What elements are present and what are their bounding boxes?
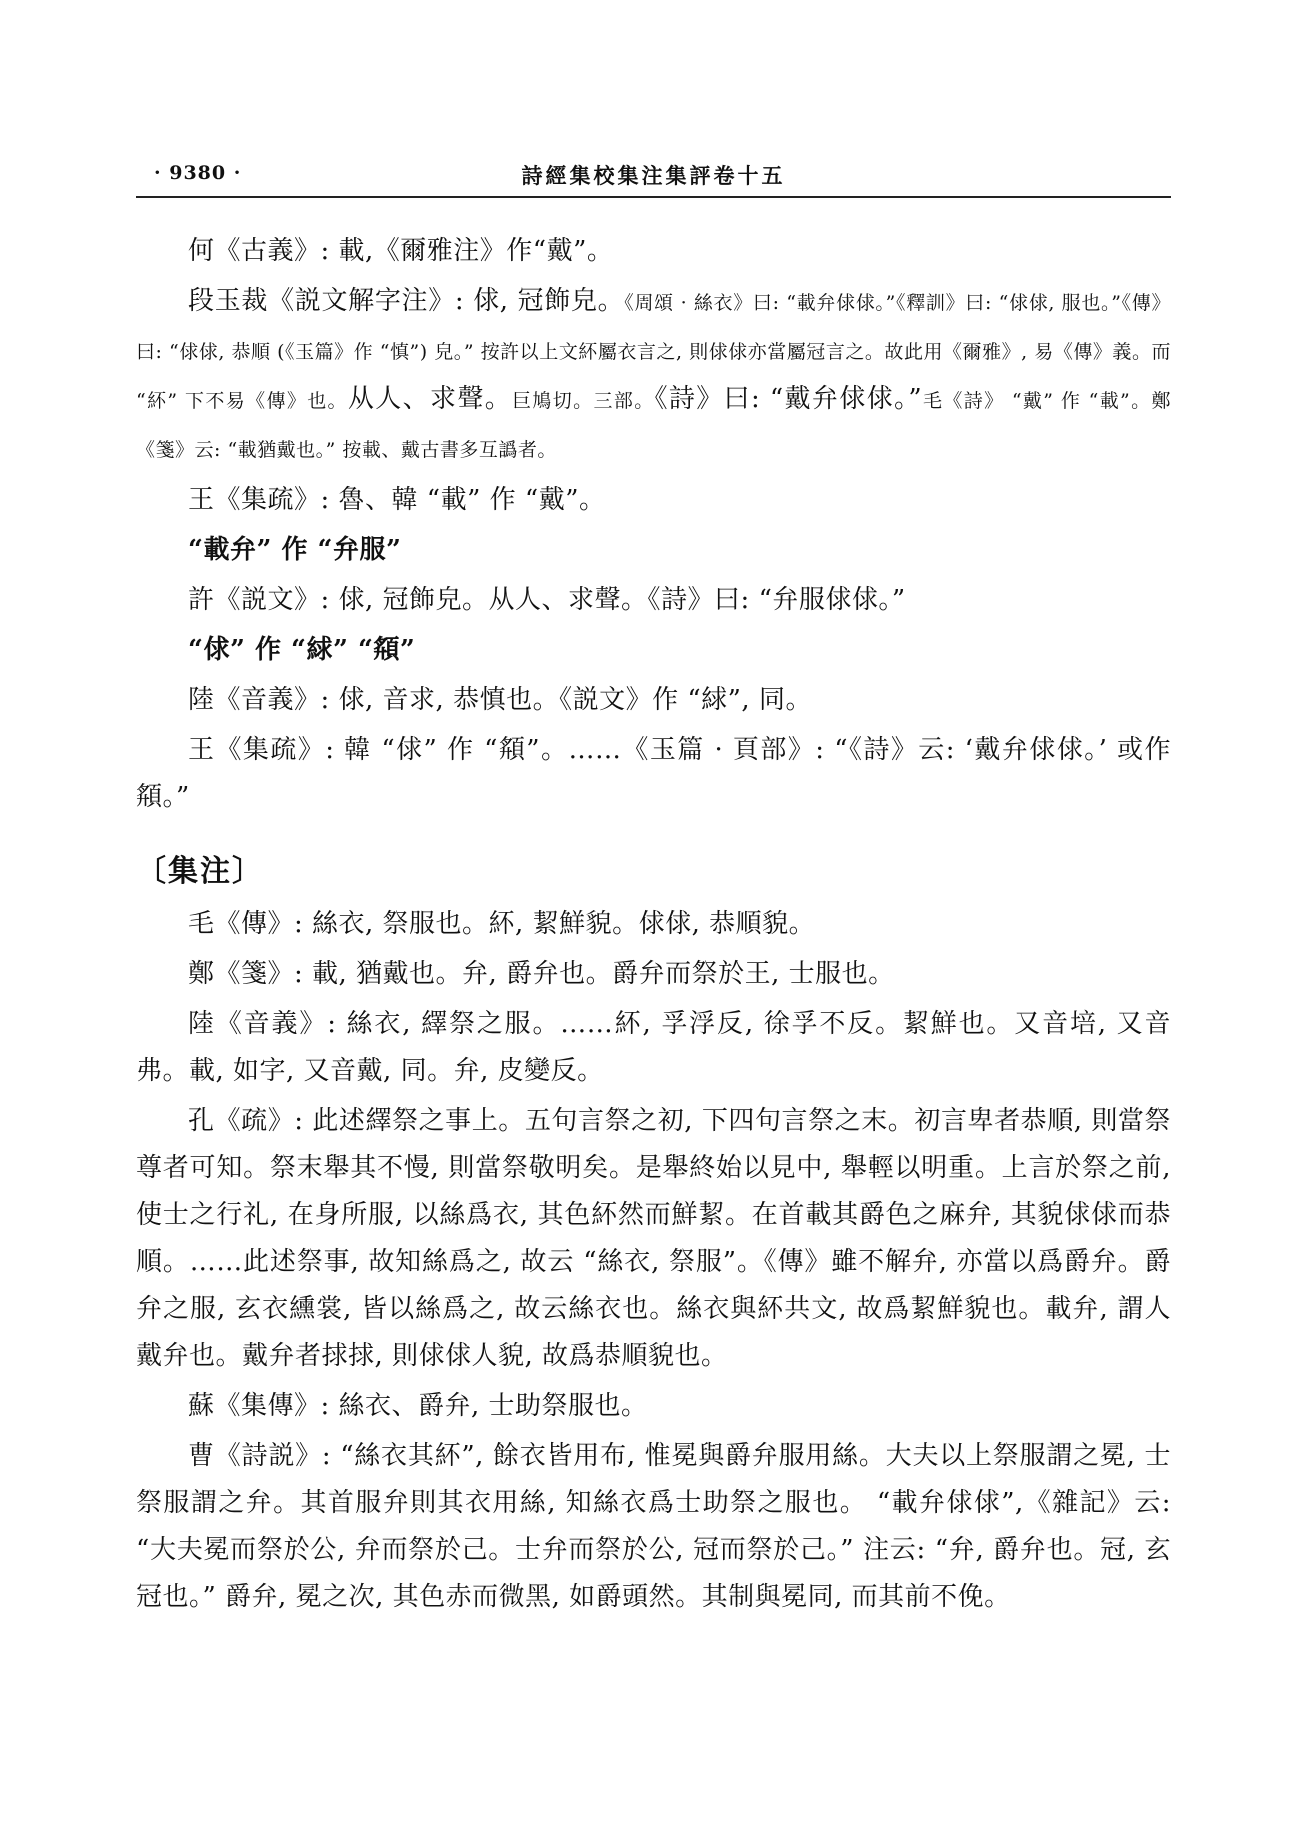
paragraph: 王《集疏》: 魯、韓 “載” 作 “戴”。 bbox=[188, 485, 606, 515]
paragraph-note: 巨鳩切。三部。 bbox=[512, 390, 655, 412]
variant-heading: “載弁” 作 “弁服” bbox=[188, 535, 402, 565]
page-body bbox=[136, 228, 1171, 1624]
paragraph-note: 《周頌 · 絲衣》曰: “載弁俅俅。”《釋訓》曰: “俅俅, 服也。”《傳》曰: “俅俅, 恭順 (《玉篇》作 “慎”) 皃。” 按許以上文紑屬衣言之, 則俅俅亦當屬冠言之。故此用《爾雅》, 易《傳》義。而 “紑” 下不易《傳》也。 bbox=[136, 292, 1172, 412]
paragraph: 曹《詩説》: “絲衣其紑”, 餘衣皆用布, 惟冕與爵弁服用絲。大夫以上祭服謂之冕, 士祭服謂之弁。其首服弁則其衣用絲, 知絲衣爲士助祭之服也。 “載弁俅俅”,《雜記》云: “大夫冕而祭於公, 弁而祭於己。士弁而祭於公, 冠而祭於己。” 注云: “弁, 爵弁也。冠, 玄冠也。” 爵弁, 冕之次, 其色赤而微黑, 如爵頭然。其制與冕同, 而其前不俛。 bbox=[136, 1441, 1171, 1612]
paragraph: 孔《疏》: 此述繹祭之事上。五句言祭之初, 下四句言祭之末。初言卑者恭順, 則當祭尊者可知。祭末舉其不慢, 則當祭敬明矣。是舉終始以見中, 舉輕以明重。上言於祭之前, 使士之行礼, 在身所服, 以絲爲衣, 其色紑然而鮮絜。在首載其爵色之麻弁, 其貌俅俅而恭順。……此述祭事, 故知絲爲之, 故云 “絲衣, 祭服”。《傳》雖不解弁, 亦當以爲爵弁。爵弁之服, 玄衣纁裳, 皆以絲爲之, 故云絲衣也。絲衣與紑共文, 故爲絜鮮貌也。載弁, 謂人戴弁也。戴弁者捄捄, 則俅俅人貌, 故爲恭順貌也。 bbox=[136, 1106, 1171, 1371]
page-number: · 9380 · bbox=[154, 162, 242, 184]
running-title: 詩經集校集注集評卷十五 bbox=[521, 163, 786, 188]
paragraph bbox=[136, 278, 1171, 474]
paragraph: 蘇《集傳》: 絲衣、爵弁, 士助祭服也。 bbox=[188, 1391, 648, 1421]
paragraph-note: 毛《詩》 “戴” 作 “載”。鄭《箋》云: “載猶戴也。” 按載、戴古書多互譌者。 bbox=[136, 390, 1171, 461]
paragraph: 陸《音義》: 絲衣, 繹祭之服。……紑, 孚浮反, 徐孚不反。絜鮮也。又音培, 又音弗。載, 如字, 又音戴, 同。弁, 皮變反。 bbox=[136, 1009, 1171, 1086]
section-heading: 〔集注〕 bbox=[136, 854, 264, 889]
paragraph: 鄭《箋》: 載, 猶戴也。弁, 爵弁也。爵弁而祭於王, 士服也。 bbox=[188, 959, 895, 989]
paragraph-main-text: 段玉裁《説文解字注》: 俅, 冠飾皃。 bbox=[188, 286, 625, 316]
paragraph-main-text: 《詩》曰: “戴弁俅俅。” bbox=[654, 384, 923, 414]
variant-heading: “俅” 作 “絿” “頯” bbox=[188, 635, 416, 665]
paragraph: 何《古義》: 載,《爾雅注》作“戴”。 bbox=[188, 236, 614, 266]
paragraph: 毛《傳》: 絲衣, 祭服也。紑, 絜鮮貌。俅俅, 恭順貌。 bbox=[188, 909, 816, 939]
paragraph: 許《説文》: 俅, 冠飾皃。从人、求聲。《詩》曰: “弁服俅俅。” bbox=[188, 585, 906, 615]
page-header bbox=[136, 158, 1171, 194]
paragraph: 王《集疏》: 韓 “俅” 作 “頯”。……《玉篇 · 頁部》: “《詩》云: ‘戴弁俅俅。’ 或作頯。” bbox=[136, 735, 1171, 812]
header-rule bbox=[136, 196, 1171, 198]
paragraph-main-text: 从人、求聲。 bbox=[347, 384, 513, 414]
paragraph: 陸《音義》: 俅, 音求, 恭慎也。《説文》作 “絿”, 同。 bbox=[188, 685, 812, 715]
